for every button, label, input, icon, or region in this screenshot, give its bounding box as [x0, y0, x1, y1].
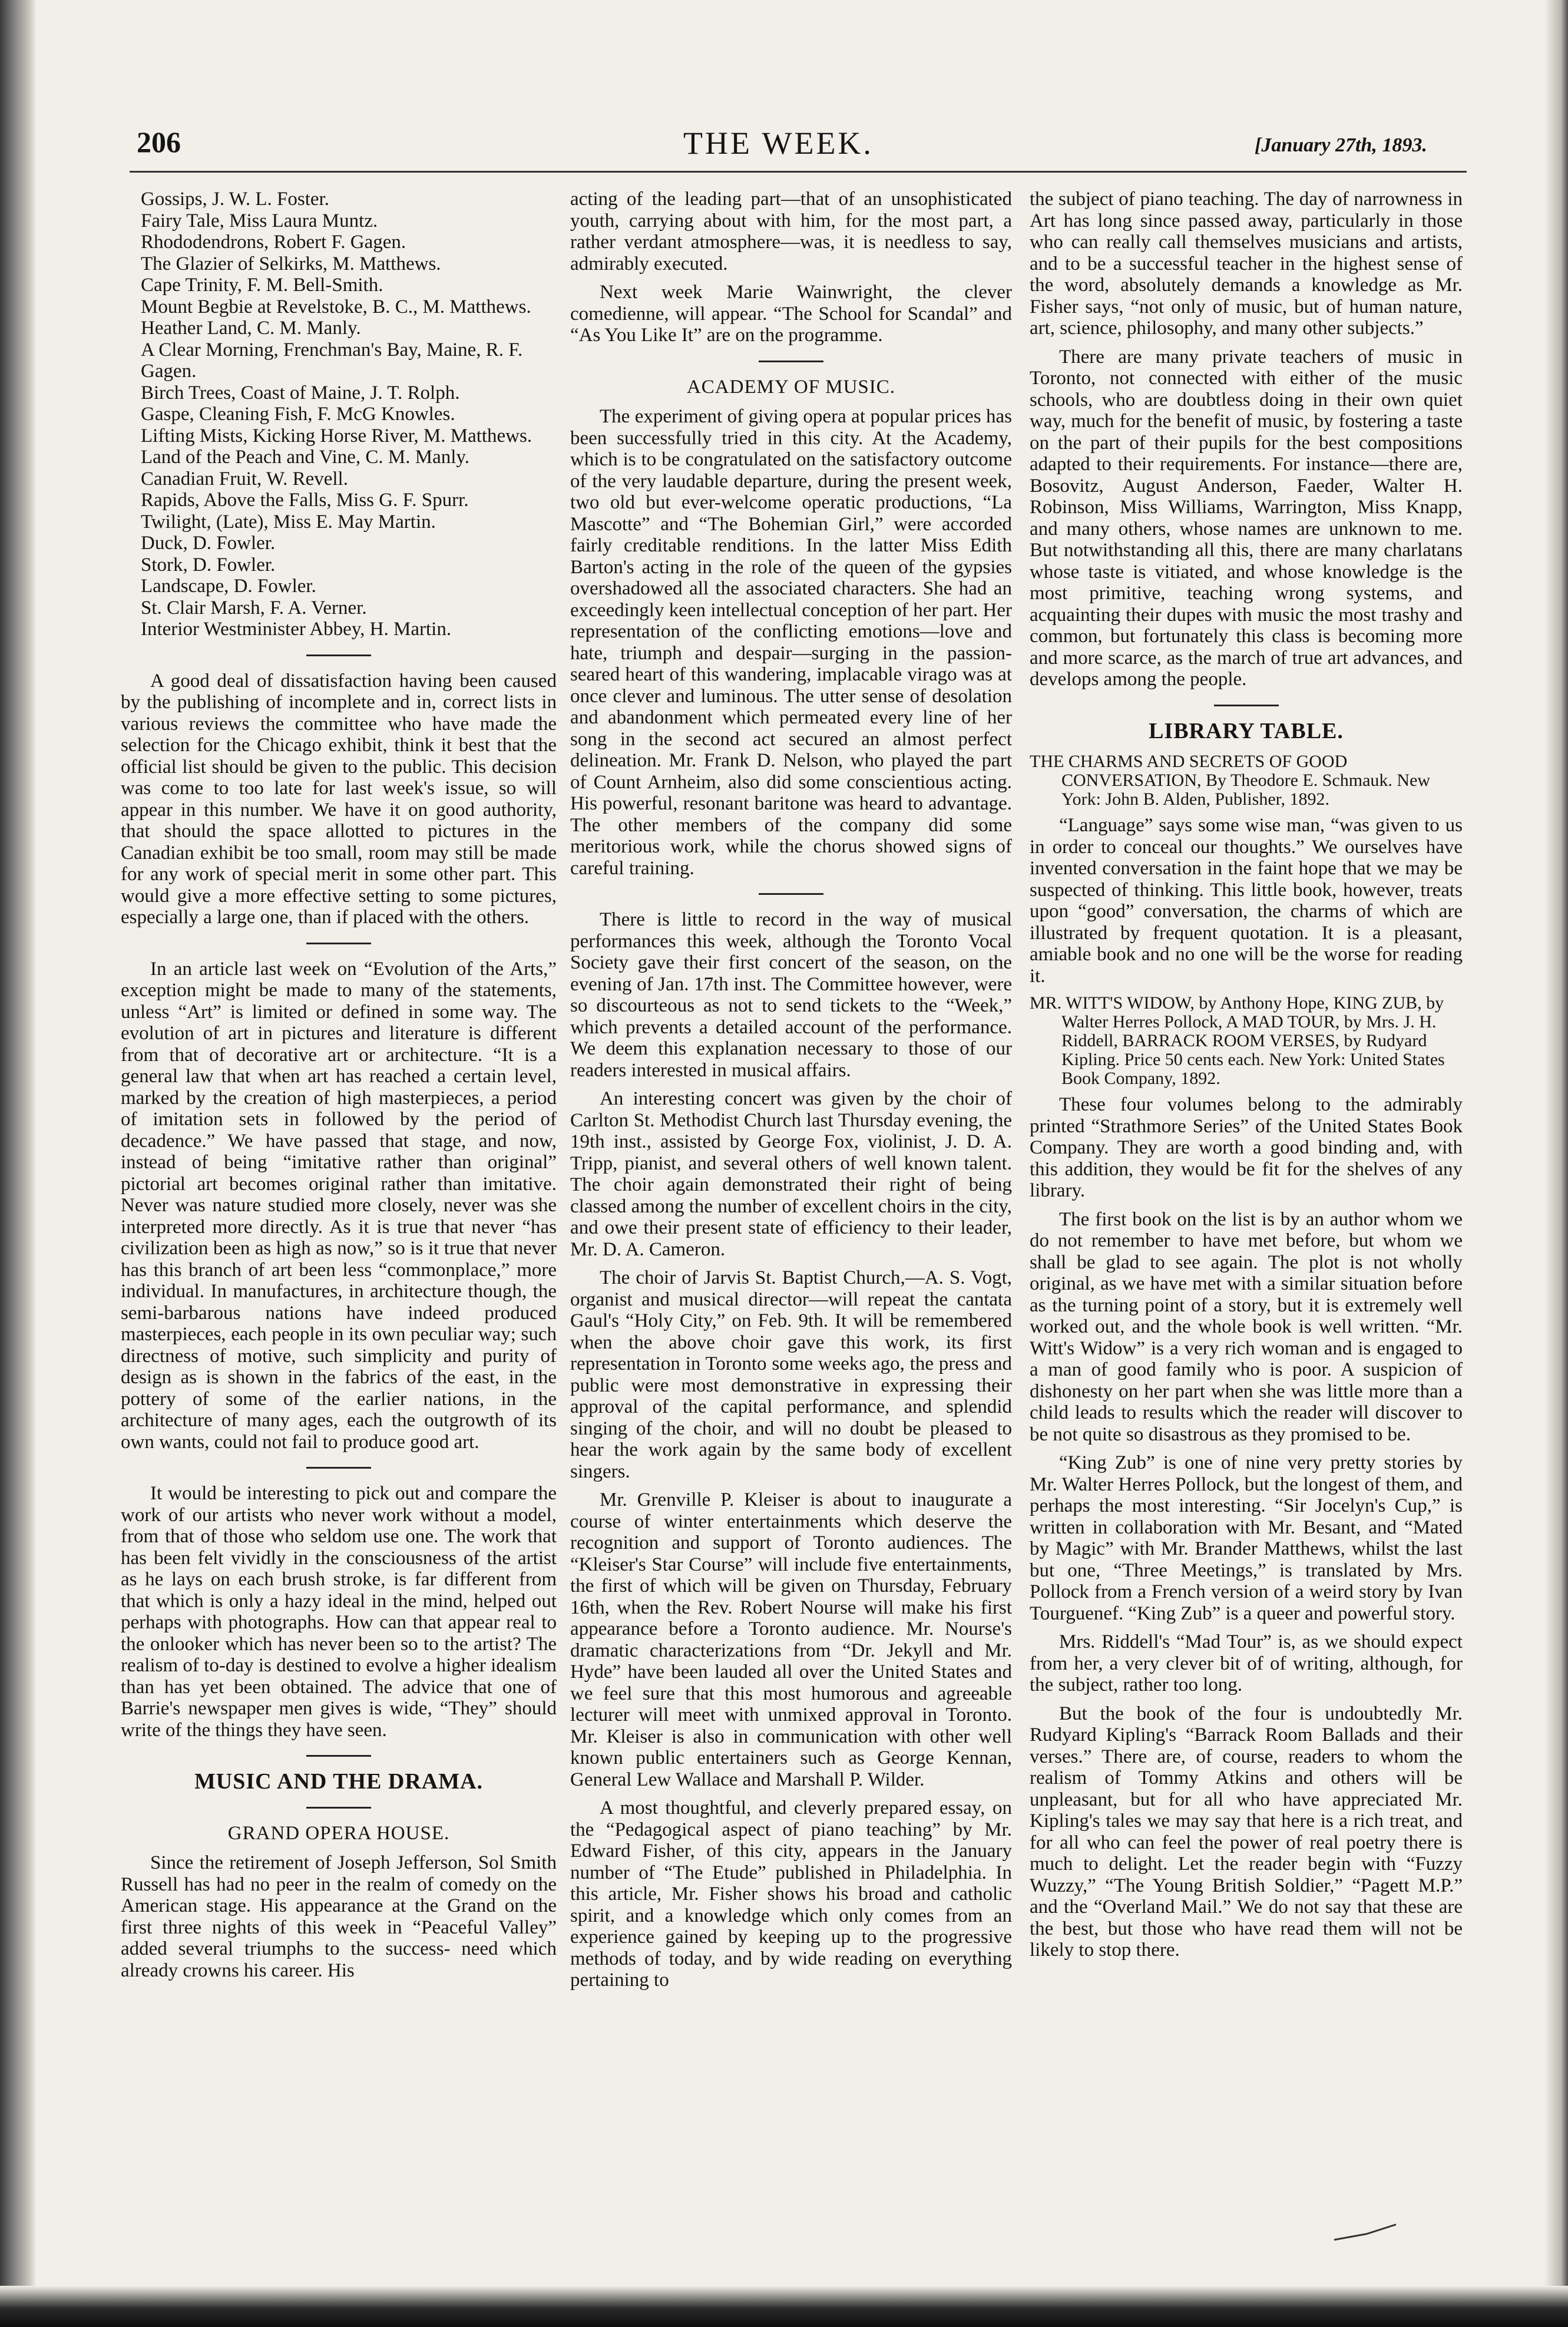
pencil-mark [1331, 2221, 1402, 2245]
library-table-heading: LIBRARY TABLE. [1149, 718, 1344, 743]
article-paragraph: Next week Marie Wainwright, the clever comedienne, will appear. “The School for Scandal” and “As You Like It” are on the programme. [570, 282, 1012, 346]
exhibit-list-item: Land of the Peach and Vine, C. M. Manly. [141, 447, 469, 468]
article-paragraph: There is little to record in the way of musical performances this week, although the Toronto Vocal Society gave their first concert of the season, on the evening of Jan. 17th inst. The Committee however, were so discourteous as not to send tickets to the “Week,” which prevents a detailed account of the performance. We deem this explanation necessary to those of our readers interested in musical affairs. [570, 909, 1012, 1081]
exhibit-list-item: The Glazier of Selkirks, M. Matthews. [141, 253, 441, 275]
exhibit-list-item: St. Clair Marsh, F. A. Verner. [141, 597, 367, 619]
exhibit-list-item: Duck, D. Fowler. [141, 533, 276, 554]
exhibit-list-item: Canadian Fruit, W. Revell. [141, 468, 348, 490]
exhibit-list-item: Rhododendrons, Robert F. Gagen. [141, 232, 406, 253]
article-paragraph: The choir of Jarvis St. Baptist Church,—A. S. Vogt, organist and musical director—will repeat the cantata Gaul's “Holy City,” on Feb. 9th. It will be remembered when the above choir gave this work, its first representation in Toronto some weeks ago, the press and public were most demonstrative in expressing their approval of the capital performance, and splendid singing of the choir, and will no doubt be pleased to hear the work again by the same body of excellent singers. [570, 1267, 1012, 1482]
exhibit-list-item: Rapids, Above the Falls, Miss G. F. Spurr. [141, 490, 469, 511]
grand-opera-heading: GRAND OPERA HOUSE. [227, 1822, 450, 1844]
section-separator [306, 1755, 371, 1757]
academy-heading: ACADEMY OF MUSIC. [686, 376, 896, 398]
music-drama-heading: MUSIC AND THE DRAMA. [194, 1769, 484, 1794]
book-citation: MR. WITT'S WIDOW, by Anthony Hope, KING ZUB, by Walter Herres Pollock, A MAD TOUR, by Mrs. J. H. Riddell, BARRACK ROOM VERSES, by Rudyard Kipling. Price 50 cents each. New York: United States Book Company, 1892. [1030, 993, 1445, 1088]
column-2 [570, 189, 1012, 1998]
article-paragraph: An interesting concert was given by the choir of Carlton St. Methodist Church last Thursday evening, the 19th inst., assisted by George Fox, violinist, J. D. A. Tripp, pianist, and several others of well known talent. The choir again demonstrated their right of being classed among the number of excellent choirs in the city, and owe their present state of efficiency to their leader, Mr. D. A. Cameron. [570, 1088, 1012, 1260]
article-paragraph: The experiment of giving opera at popular prices has been successfully tried in this city. At the Academy, which is to be congratulated on the satisfactory outcome of the very laudable departure, during the present week, two old but ever-welcome operatic productions, “La Mascotte” and “The Bohemian Girl,” were accorded fairly creditable renditions. In the latter Miss Edith Barton's acting in the role of the queen of the gypsies overshadowed all the associated characters. She had an exceedingly keen intellectual conception of her part. Her representation of the conflicting emotions—love and hate, triumph and despair—surging in the passion-seared heart of this wandering, implacable virago was at once clever and luminous. The utter sense of desolation and abandonment which permeated every line of her song in the second act secured an almost perfect delineation. Mr. Frank D. Nelson, who played the part of Count Arnheim, also did some conscientious acting. His powerful, resonant baritone was heard to advantage. The other members of the company did some meritorious work, while the chorus showed signs of careful training. [570, 406, 1012, 879]
section-separator [759, 361, 823, 362]
exhibit-list-item: Cape Trinity, F. M. Bell-Smith. [141, 275, 383, 296]
exhibit-list-item: A Clear Morning, Frenchman's Bay, Maine, R. F. Gagen. [141, 339, 523, 382]
book-review: “Language” says some wise man, “was given to us in order to conceal our thoughts.” We ourselves have invented conversation in the faint hope that we may be suspected of thinking. This little book, however, treats upon “good” conversation, the charms of which are illustrated by frequent quotation. It is a pleasant, amiable book and no one will be the worse for reading it. [1030, 815, 1463, 987]
section-separator [306, 1807, 371, 1809]
section-separator [1214, 705, 1279, 706]
exhibit-list-item: Stork, D. Fowler. [141, 554, 276, 576]
book-review: Mrs. Riddell's “Mad Tour” is, as we should expect from her, a very clever bit of of writing, although, for the subject, rather too long. [1030, 1631, 1463, 1695]
section-separator [306, 1467, 371, 1469]
exhibit-list-item: Lifting Mists, Kicking Horse River, M. Matthews. [141, 425, 532, 447]
exhibit-list-item: Interior Westminister Abbey, H. Martin. [141, 619, 452, 640]
article-paragraph: Since the retirement of Joseph Jefferson, Sol Smith Russell has had no peer in the realm of comedy on the American stage. His appearance at the Grand on the first three nights of this week in “Peaceful Valley” added several triumphs to the success- need which already crowns his career. His [121, 1852, 557, 1981]
book-review: The first book on the list is by an author whom we do not remember to have met before, but whom we shall be glad to see again. The plot is not wholly original, as we have met with a similar situation before as the turning point of a story, but it is extremely well worked out, and the whole book is well written. “Mr. Witt's Widow” is a very rich woman and is engaged to a man of good family who is poor. A suspicion of dishonesty on her part when she was little more than a child leads to results which the reader will discover to be not quite so disastrous as they promised to be. [1030, 1208, 1463, 1445]
exhibit-list-item: Fairy Tale, Miss Laura Muntz. [141, 210, 378, 232]
section-separator [759, 893, 823, 895]
book-review: But the book of the four is undoubtedly Mr. Rudyard Kipling's “Barrack Room Ballads and their verses.” There are, of course, readers to whom the realism of Tommy Atkins and others will be unpleasant, but for all who have appreciated Mr. Kipling's tales we may say that here is a rich treat, and for all who can feel the power of real poetry there is much to delight. Let the reader begin with “Fuzzy Wuzzy,” “The Young British Soldier,” “Pagett M.P.” and the “Overland Mail.” We do not say that these are the best, but those who have read them will not be likely to stop there. [1030, 1703, 1463, 1961]
header-rule [130, 171, 1467, 173]
article-paragraph: the subject of piano teaching. The day of narrowness in Art has long since passed away, particularly in those who can really call themselves musicians and artists, and to be a successful teacher in the highest sense of the word, absolutely demands a knowledge as Mr. Fisher says, “not only of music, but of human nature, art, science, philosophy, and many other subjects.” [1030, 189, 1463, 339]
book-binding-shadow [0, 0, 37, 2327]
article-paragraph: In an article last week on “Evolution of the Arts,” exception might be made to many of the statements, unless “Art” is limited or defined in some way. The evolution of art in pictures and literature is different from that of decorative art or architecture. “It is a general law that when art has reached a certain level, marked by the creation of high masterpieces, a period of imitation sets in followed by the period of decadence.” We have passed that stage, and now, instead of being “imitative rather than original” pictorial art becomes original rather than imitative. Never was nature studied more closely, never was she interpreted more directly. As it is true that never “has civilization been as high as now,” so is it true that never has this branch of art been less “commonplace,” more individual. In manufactures, in architecture though, the semi-barbarous nations have indeed produced masterpieces, each people in its own peculiar way; such directness of motive, such simplicity and purity of design as is shown in the fabrics of the east, in the pottery of some of the earlier nations, in the architecture of many ages, each the outgrowth of its own wants, could not fail to produce good art. [121, 958, 557, 1453]
article-paragraph: It would be interesting to pick out and compare the work of our artists who never work without a model, from that of those who seldom use one. The work that has been felt vividly in the consciousness of the artist as he lays on each brush stroke, is far different from that which is only a hazy ideal in the mind, helped out perhaps with photographs. How can that appear real to the onlooker which has never been so to the artist? The realism of to-day is destined to evolve a higher idealism than has yet been obtained. The advice that one of Barrie's newspaper men gives is wide, “They” should write of the things they have seen. [121, 1483, 557, 1741]
page-number: 206 [137, 125, 181, 158]
exhibit-list-item: Twilight, (Late), Miss E. May Martin. [141, 511, 436, 533]
article-paragraph: Mr. Grenville P. Kleiser is about to inaugurate a course of winter entertainments which deserve the recognition and support of Toronto audiences. The “Kleiser's Star Course” will include five entertainments, the first of which will be given on Thursday, February 16th, when the Rev. Robert Nourse will make his first appearance before a Toronto audience. Mr. Nourse's dramatic characterizations from “Dr. Jekyll and Mr. Hyde” have been lauded all over the United States and we feel sure that this most humorous and agreeable lecturer will meet with unmixed approval in Toronto. Mr. Kleiser is also in communication with other well known public entertainers such as George Kennan, General Lew Wallace and Marshall P. Wilder. [570, 1489, 1012, 1790]
book-review: “King Zub” is one of nine very pretty stories by Mr. Walter Herres Pollock, but the longest of them, and perhaps the most interesting. “Sir Jocelyn's Cup,” is written in collaboration with Mr. Besant, and “Mated by Magic” with Mr. Brander Matthews, whilst the last but one, “Three Meetings,” is translated by Mrs. Pollock from a French version of a weird story by Ivan Tourguenef. “King Zub” is a queer and powerful story. [1030, 1452, 1463, 1624]
page-edge-bottom [0, 2286, 1568, 2327]
exhibit-list-item: Birch Trees, Coast of Maine, J. T. Rolph. [141, 382, 460, 404]
column-3 [1030, 189, 1463, 1968]
book-review: These four volumes belong to the admirably printed “Strathmore Series” of the United States Book Company. They are worth a good binding and, with this addition, they would be fit for the shelves of any library. [1030, 1094, 1463, 1201]
article-paragraph: There are many private teachers of music in Toronto, not connected with either of the music schools, who are doubtless doing in their own quiet way, much for the benefit of music, by fostering a taste on the part of their pupils for the best compositions adapted to their requirements. For instance—there are, Bosovitz, August Anderson, Faeder, Walter H. Robinson, Miss Williams, Warrington, Miss Knapp, and many others, whose names are unknown to me. But notwithstanding all this, there are many charlatans whose taste is vitiated, and whose knowledge is the most primitive, teaching wrong systems, and acquainting their dupes with music the most trashy and common, but fortunately this class is becoming more and more scarce, as the march of true art advances, and develops among the people. [1030, 346, 1463, 690]
section-separator [306, 943, 371, 944]
exhibit-list-item: Landscape, D. Fowler. [141, 576, 316, 597]
exhibit-list-item: Heather Land, C. M. Manly. [141, 318, 361, 339]
exhibit-list-item: Gaspe, Cleaning Fish, F. McG Knowles. [141, 404, 455, 425]
article-paragraph: A most thoughtful, and cleverly prepared essay, on the “Pedagogical aspect of piano teaching” by Mr. Edward Fisher, of this city, appears in the January number of “The Etude” published in Philadelphia. In this article, Mr. Fisher shows his broad and catholic spirit, and a knowledge which only comes from an experience gained by keeping up to the progressive methods of today, and by wide reading on everything pertaining to [570, 1797, 1012, 1991]
column-1 [121, 189, 557, 1988]
section-separator [306, 655, 371, 656]
exhibit-list-item: Mount Begbie at Revelstoke, B. C., M. Matthews. [141, 296, 531, 318]
exhibit-list-item: Gossips, J. W. L. Foster. [141, 189, 329, 210]
article-paragraph: acting of the leading part—that of an unsophisticated youth, carrying about with him, for the most part, a rather verdant atmosphere—was, it is needless to say, admirably executed. [570, 189, 1012, 275]
masthead-title: THE WEEK. [683, 125, 874, 161]
book-citation: THE CHARMS AND SECRETS OF GOOD CONVERSATION, By Theodore E. Schmauk. New York: John B. Alden, Publisher, 1892. [1030, 752, 1431, 809]
issue-date: [January 27th, 1893. [1255, 134, 1427, 156]
page-edge-right [1544, 0, 1568, 2327]
article-paragraph: A good deal of dissatisfaction having been caused by the publishing of incomplete and in, correct lists in various reviews the committee who have made the selection for the Chicago exhibit, think it best that the official list should be given to the public. This decision was come to too late for last week's issue, so will appear in this number. We have it on good authority, that should the space allotted to pictures in the Canadian exhibit be too small, room may still be made for any work of special merit in some other part. This would give a more effective setting to some pictures, especially a large one, than if placed with the others. [121, 670, 557, 928]
